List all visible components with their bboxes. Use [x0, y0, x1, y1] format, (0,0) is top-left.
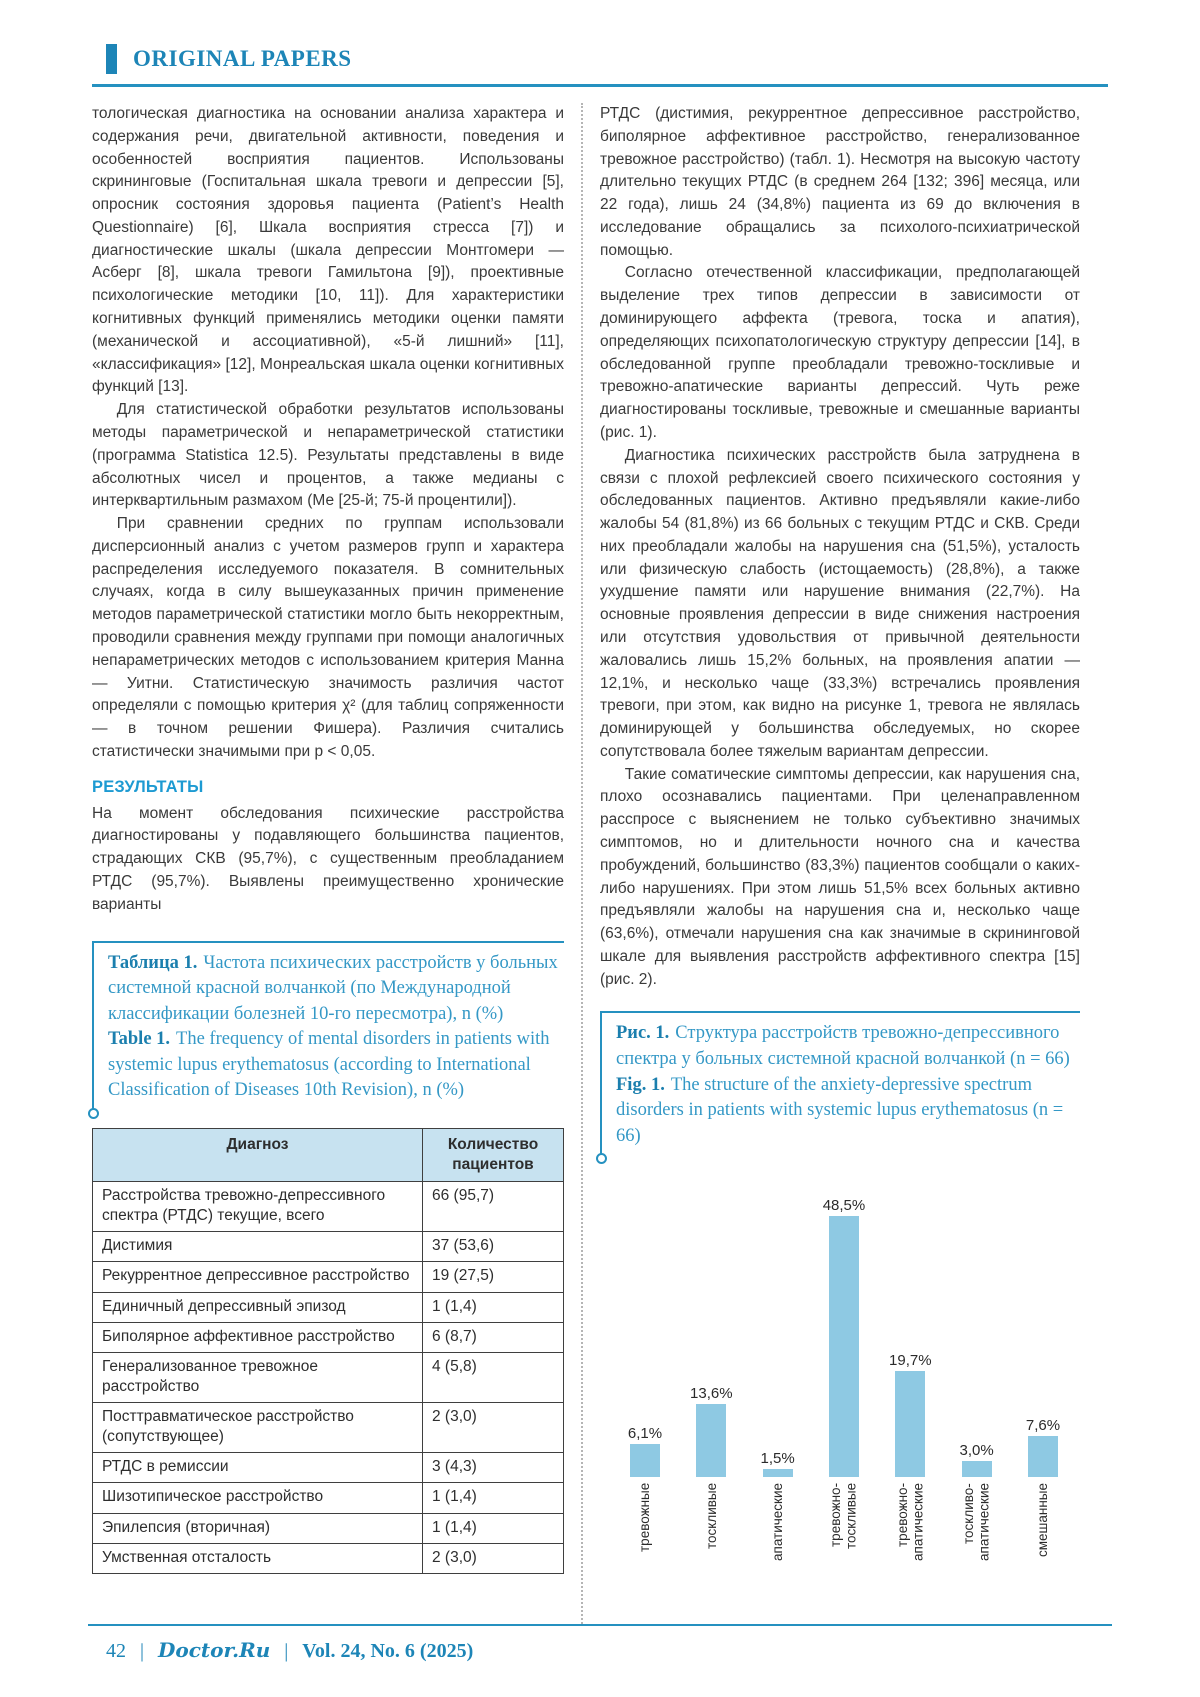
results-heading: РЕЗУЛЬТАТЫ [92, 777, 204, 796]
bar-value-label: 48,5% [822, 1197, 866, 1215]
table-row [93, 1483, 564, 1513]
table-row [93, 1543, 564, 1573]
bar-category-label: апатические [769, 1483, 785, 1562]
table1-caption-en [108, 1027, 558, 1104]
cell-diagnosis: Биполярное аффективное расстройство [93, 1322, 423, 1352]
page-header [106, 44, 1108, 74]
bar [829, 1216, 859, 1477]
cell-count: 4 (5,8) [423, 1352, 564, 1402]
cell-diagnosis: Единичный депрессивный эпизод [93, 1292, 423, 1322]
paragraph: РТДС (дистимия, рекуррентное депрессивное расстройство, биполярное аффективное расстройство, генерализованное тревожное расстройство) (табл. 1). Несмотря на высокую частоту длительно текущих РТДС (в среднем 264 [132; 396] месяца, или 22 года), лишь 24 (34,8%) пациента из 69 до включения в исследование обращались за психолого-психиатрической помощью. [600, 105, 1080, 259]
table-row [93, 1322, 564, 1352]
figure1-caption-en-text: The structure of the anxiety-depressive spectrum disorders in patients with systemic lupus erythematosus (n = 66) [616, 1074, 1064, 1146]
bar-group [879, 1173, 941, 1601]
column-divider [581, 103, 583, 1624]
bar-group [747, 1173, 809, 1601]
table-header-row [93, 1128, 564, 1181]
section-title: ORIGINAL PAPERS [133, 46, 352, 71]
bar [1028, 1436, 1058, 1477]
figure1-bar-chart [600, 1173, 1080, 1601]
bar-value-label: 6,1% [627, 1425, 663, 1443]
figure1-caption-ru-label: Рис. 1. [616, 1023, 670, 1044]
cell-count: 3 (4,3) [423, 1453, 564, 1483]
table1-caption-en-label: Table 1. [108, 1029, 171, 1050]
table-row [93, 1403, 564, 1453]
bar-value-label: 1,5% [760, 1450, 795, 1468]
bar-category-label: тревожные [637, 1483, 653, 1553]
table1-caption-ru-label: Таблица 1. [108, 952, 198, 973]
bar-category-label: тоскливые [703, 1483, 719, 1550]
right-column [600, 103, 1080, 1624]
cell-count: 66 (95,7) [423, 1181, 564, 1231]
cell-diagnosis: Дистимия [93, 1232, 423, 1262]
table1-caption-ru-text: Частота психических расстройств у больных системной красной волчанкой (по Международной классификации болезней 10-го пересмотра), n (%) [108, 952, 558, 1024]
cell-count: 6 (8,7) [423, 1322, 564, 1352]
bar-value-label: 13,6% [690, 1385, 733, 1403]
cell-diagnosis: Шизотипическое расстройство [93, 1483, 423, 1513]
table-col-count: Количество пациентов [423, 1128, 564, 1181]
cell-diagnosis: Расстройства тревожно-депрессивного спектра (РТДС) текущие, всего [93, 1181, 423, 1231]
bar-group [813, 1173, 875, 1601]
bar-category-label: тоскливо- апатические [961, 1483, 992, 1562]
bar-group [1012, 1173, 1074, 1601]
paragraph: Диагностика психических расстройств была затруднена в связи с плохой рефлексией своего психического состояния у обследованных пациентов. Активно предъявляли какие-либо жалобы 54 (81,8%) из 66 больных с текущим РТДС и СКВ. Среди них преобладали жалобы на нарушения сна (51,5%), усталость или физическую слабость (истощаемость) (28,8%), а также ухудшение памяти или нарушение внимания (22,7%). На основные проявления депрессии в виде снижения настроения или отсутствия удовольствия от привычной деятельности жаловались лишь 15,2% больных, на проявления апатии — 12,1%, и несколько чаще (33,3%) встречались проявления тревоги, при этом, как видно на рисунке 1, тревога не являлась доминирующей у большинства обследуемых, но скорее сопутствовала более тяжелым вариантам депрессии. [600, 446, 1080, 760]
table1-caption-en-text: The frequency of mental disorders in patients with systemic lupus erythematosus (according to International Classification of Diseases 10th Revision), n (%) [108, 1029, 550, 1101]
table-row [93, 1181, 564, 1231]
bar [895, 1371, 925, 1477]
page-number: 42 [106, 1640, 126, 1662]
two-column-body [92, 103, 1108, 1624]
header-rule [92, 84, 1108, 87]
figure1-caption-ru [616, 1021, 1074, 1072]
table1-caption [92, 941, 564, 1114]
bar [630, 1444, 660, 1477]
cell-count: 1 (1,4) [423, 1292, 564, 1322]
figure1-caption-en [616, 1073, 1074, 1150]
table-row [93, 1262, 564, 1292]
left-column [92, 103, 564, 1624]
bar-category-label: тревожно- тоскливые [828, 1483, 859, 1550]
cell-count: 19 (27,5) [423, 1262, 564, 1292]
table-row [93, 1453, 564, 1483]
cell-count: 2 (3,0) [423, 1543, 564, 1573]
table1 [92, 1128, 564, 1574]
issue-info: Vol. 24, No. 6 (2025) [302, 1640, 474, 1662]
bar-group [680, 1173, 742, 1601]
bar-group [614, 1173, 676, 1601]
footer-line [106, 1638, 1108, 1663]
journal-logo: Doctor.Ru [158, 1638, 271, 1662]
bar-category-label: тревожно- апатические [894, 1483, 926, 1562]
cell-diagnosis: Генерализованное тревожное расстройство [93, 1352, 423, 1402]
paragraph: Согласно отечественной классификации, предполагающей выделение трех типов депрессии в зависимости от доминирующего аффекта (тревога, тоска и апатия), определяющих психопатологическую структуру депрессии [14], в обследованной группе преобладали тревожно-тоскливые и тревожно-апатические варианты депрессий. Чуть реже диагностированы тоскливые, тревожные и смешанные варианты (рис. 1). [600, 264, 1080, 441]
table-row [93, 1513, 564, 1543]
paragraph: При сравнении средних по группам использовали дисперсионный анализ с учетом размеров групп и характера распределения исследуемого показателя. В сомнительных случаях, когда в силу вышеуказанных причин применение методов параметрической статистики могло быть некорректным, проводили сравнения между группами при помощи аналогичных непараметрических методов с использованием критерия Манна — Уитни. Статистическую значимость различия частот определяли с помощью критерия χ² (для таблиц сопряженности — в точном решении Фишера). Различия считались статистически значимыми при p < 0,05. [92, 515, 564, 760]
footer-separator: | [284, 1640, 289, 1662]
header-accent-bar [106, 44, 117, 74]
page-footer [92, 1624, 1108, 1697]
cell-count: 1 (1,4) [423, 1483, 564, 1513]
paragraph: тологическая диагностика на основании анализа характера и содержания речи, двигательной активности, поведения и особенностей восприятия пациентов. Использованы скрининговые (Госпитальная шкала тревоги и депрессии [5], опросник состояния здоровья пациента (Patient’s Health Questionnaire) [6], Шкала восприятия стресса [7]) и диагностические шкалы (шкала депрессии Монтгомери — Асберг [8], шкала тревоги Гамильтона [9]), проективные психологические методики [10, 11]). Для характеристики когнитивных функций применялись методики оценки памяти (механической и ассоциативной), «5-й лишний» [11], «классификация» [12], Монреальская шкала оценки когнитивных функций [13]. [92, 105, 564, 396]
table1-caption-ru [108, 951, 558, 1028]
bar-category-label: смешанные [1035, 1483, 1051, 1558]
cell-count: 1 (1,4) [423, 1513, 564, 1543]
bar-value-label: 3,0% [959, 1442, 994, 1460]
cell-diagnosis: РТДС в ремиссии [93, 1453, 423, 1483]
cell-count: 37 (53,6) [423, 1232, 564, 1262]
cell-diagnosis: Рекуррентное депрессивное расстройство [93, 1262, 423, 1292]
figure1-caption-ru-text: Структура расстройств тревожно-депрессивного спектра у больных системной красной волчанкой (n = 66) [616, 1023, 1070, 1069]
bar [763, 1469, 793, 1477]
bar [962, 1461, 992, 1477]
bar-value-label: 19,7% [889, 1352, 932, 1370]
bar [696, 1404, 726, 1477]
paragraph: На момент обследования психические расстройства диагностированы у подавляющего большинства пациентов, страдающих СКВ (95,7%), с существенным преобладанием РТДС (95,7%). Выявлены преимущественно хронические варианты [92, 804, 564, 913]
figure1-caption [600, 1011, 1080, 1159]
table-row [93, 1232, 564, 1262]
footer-separator: | [140, 1640, 145, 1662]
cell-diagnosis: Эпилепсия (вторичная) [93, 1513, 423, 1543]
cell-diagnosis: Умственная отсталость [93, 1543, 423, 1573]
table-row [93, 1292, 564, 1322]
bar-group [946, 1173, 1008, 1601]
cell-count: 2 (3,0) [423, 1403, 564, 1453]
cell-diagnosis: Посттравматическое расстройство (сопутствующее) [93, 1403, 423, 1453]
figure1-caption-en-label: Fig. 1. [616, 1074, 665, 1095]
table-row [93, 1352, 564, 1402]
footer-rule [88, 1624, 1112, 1627]
paragraph: Для статистической обработки результатов использованы методы параметрической и непараметрической статистики (программа Statistica 12.5). Результаты представлены в виде абсолютных чисел и процентов, а также медианы с интерквартильным размахом (Ме [25-й; 75-й процентили]). [92, 401, 564, 510]
table-col-diagnosis: Диагноз [93, 1128, 423, 1181]
paragraph: Такие соматические симптомы депрессии, как нарушения сна, плохо осознавались пациентами. При целенаправленном расспросе с выяснением не только субъективно значимых симптомов, но и длительности ночного сна и качества пробуждений, большинство (83,3%) пациентов сообщали о каких-либо нарушениях. При этом лишь 51,5% всех больных активно предъявляли жалобы на нарушения сна и, несколько чаще (63,6%), отмечали нарушения сна как значимые в скрининговой шкале для выявления расстройств аффективного спектра [15] (рис. 2). [600, 765, 1080, 988]
bar-value-label: 7,6% [1025, 1417, 1061, 1435]
